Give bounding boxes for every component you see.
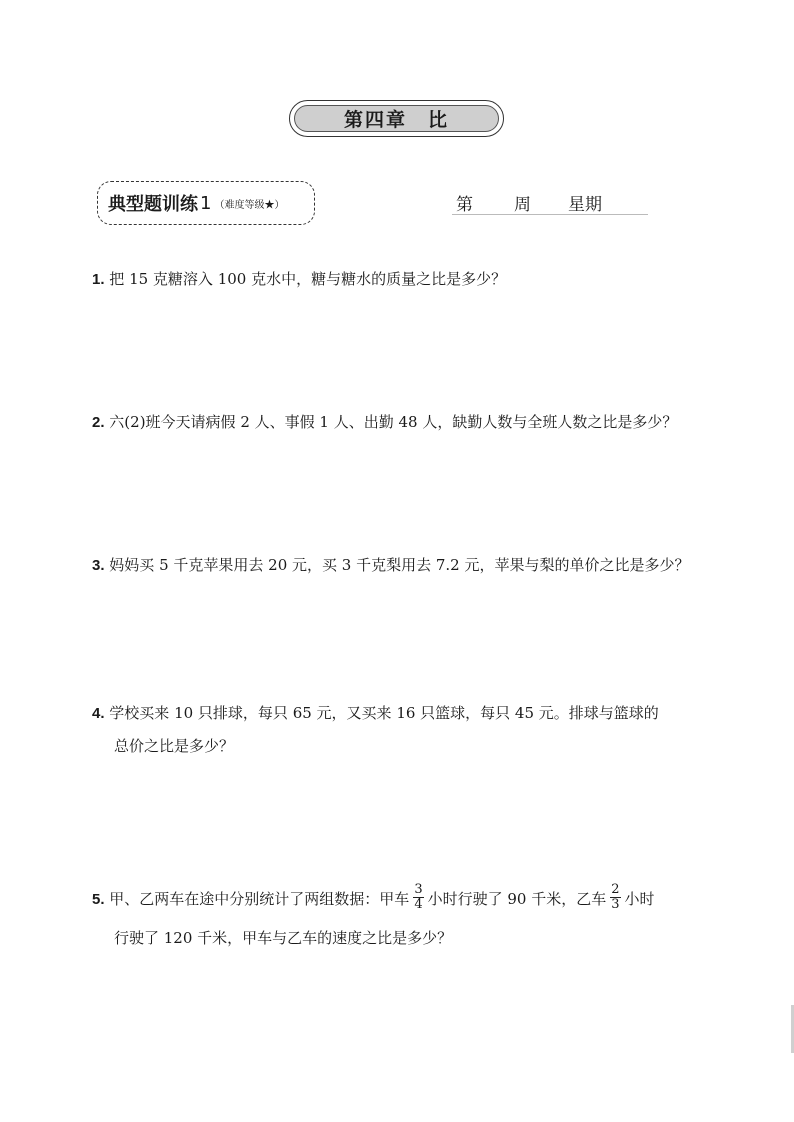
exercise-difficulty: （难度等级★） xyxy=(214,199,285,211)
week-di-label: 第 xyxy=(456,195,473,215)
fraction-denominator: 4 xyxy=(414,896,423,912)
chapter-title: 第四章 比 xyxy=(294,105,499,132)
question-5 xyxy=(92,880,704,957)
fraction-denominator: 3 xyxy=(611,896,620,912)
fraction-two-thirds xyxy=(610,883,620,912)
question-text-part1: 甲、乙两车在途中分别统计了两组数据：甲车 xyxy=(109,890,410,908)
question-text: 把 15 克糖溶入 100 克水中，糖与糖水的质量之比是多少？ xyxy=(109,270,507,288)
week-day-field xyxy=(452,188,648,215)
question-2 xyxy=(92,406,704,439)
question-4 xyxy=(92,697,704,762)
question-number: 3. xyxy=(92,557,105,574)
question-3 xyxy=(92,549,704,582)
fraction-numerator: 2 xyxy=(611,881,620,897)
exercise-number: 1 xyxy=(200,192,212,214)
question-number: 4. xyxy=(92,705,105,722)
question-text-line1: 学校买来 10 只排球，每只 65 元，又买来 16 只篮球，每只 45 元。排球与篮球的 xyxy=(109,704,659,722)
question-text-line2: 总价之比是多少？ xyxy=(114,737,235,755)
week-xingqi-label: 星期 xyxy=(568,195,602,215)
question-number: 1. xyxy=(92,271,105,288)
question-text-line2: 行驶了 120 千米，甲车与乙车的速度之比是多少？ xyxy=(114,929,453,947)
question-number: 5. xyxy=(92,891,105,908)
chapter-banner xyxy=(289,100,504,137)
question-text: 妈妈买 5 千克苹果用去 20 元，买 3 千克梨用去 7.2 元，苹果与梨的单价之比是多少？ xyxy=(109,556,690,574)
question-text-part2: 小时行驶了 90 千米，乙车 xyxy=(427,890,607,908)
exercise-title: 典型题训练 xyxy=(108,194,198,215)
question-number: 2. xyxy=(92,414,105,431)
fraction-three-quarters xyxy=(413,883,423,912)
question-text: 六(2)班今天请病假 2 人、事假 1 人、出勤 48 人，缺勤人数与全班人数之比是多少？ xyxy=(109,413,678,431)
question-text-part3: 小时 xyxy=(624,890,655,908)
question-1 xyxy=(92,263,704,296)
week-zhou-label: 周 xyxy=(514,195,531,215)
fraction-numerator: 3 xyxy=(414,881,423,897)
exercise-tag xyxy=(97,181,315,225)
